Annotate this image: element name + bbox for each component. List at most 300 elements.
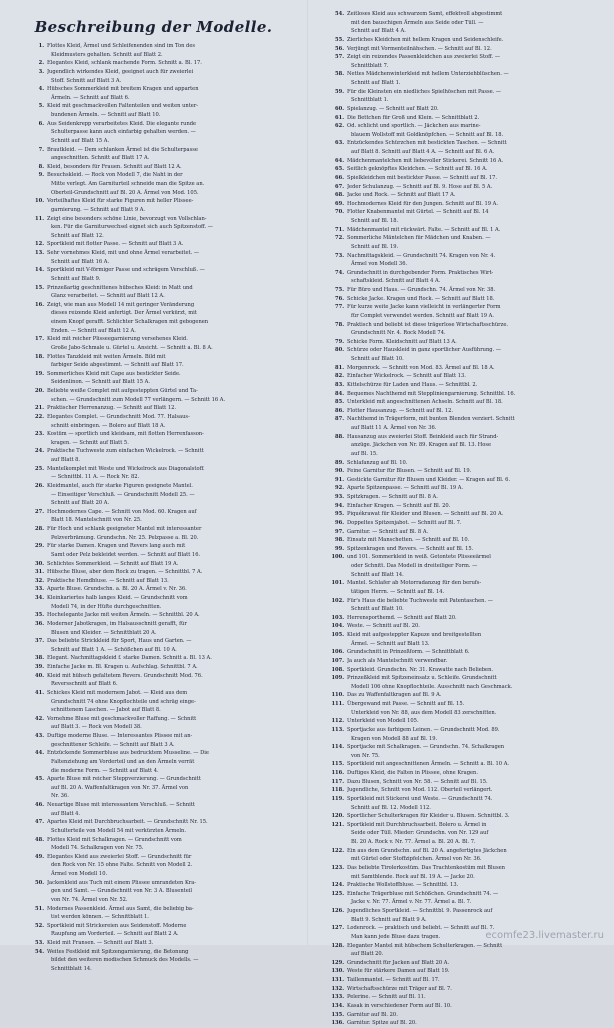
- model-number: 11.: [35, 215, 44, 222]
- model-description-text: Das zu Waffenfaltkragen auf Bl. 9 A.: [347, 692, 442, 699]
- model-description-line: [328, 795, 598, 804]
- model-description-line: [28, 146, 296, 155]
- model-description-line: [28, 51, 296, 60]
- model-description-text: Zeigt, wie man aus Modell 14 mit geringer Veränderung: [47, 301, 195, 308]
- model-description-line: [28, 585, 296, 594]
- model-description-text: garnierung. — Schnitt auf Blatt 9 A.: [51, 206, 146, 213]
- model-description-text: Weste für stärkere Damen auf Blatt 19.: [347, 968, 450, 975]
- model-description-text: Schnitt auf Bl. 19.: [351, 243, 399, 250]
- model-description-text: Das beliebte Tirolerkostüm. Das Trachtenkostüm mit Blusen: [347, 864, 505, 871]
- model-number: 83.: [335, 381, 344, 388]
- model-description-text: Grundschnitt Nr. 4. Rock Modell 74.: [351, 330, 446, 337]
- model-description-text: geschnittener Schleife. — Schnitt auf Blatt 3 A.: [51, 741, 175, 748]
- model-description-text: von Nr. 75.: [351, 752, 380, 759]
- model-description-line: [28, 560, 296, 569]
- model-description-line: [28, 620, 296, 629]
- model-number: 113.: [331, 726, 344, 733]
- model-description-line: [328, 528, 598, 537]
- model-description-text: mit den bauschigen Ärmeln aus Seide oder Tüll. —: [351, 19, 484, 26]
- model-description-line: [328, 346, 598, 355]
- model-description-text: anzüge. Jäckchen von Nr. 89. Kragen auf Bl. 13. Hose: [351, 442, 492, 449]
- model-description-text: tätigen Herrn. — Schnitt auf Bl. 14.: [351, 588, 445, 595]
- model-description-text: Schnittblatt 1.: [351, 97, 389, 104]
- model-description-text: Einsatz mit Manschetten. — Schnitt auf Bl. 10.: [347, 537, 470, 544]
- model-description-line: [328, 398, 598, 407]
- model-number: 16.: [35, 301, 44, 308]
- model-description-text: Unterkleid von Modell 105.: [347, 718, 419, 725]
- model-number: 98.: [335, 537, 344, 544]
- model-description-text: Sportkleid mit V-förmiger Passe und schrägem Verschluß. —: [47, 267, 205, 274]
- model-description-line: [328, 648, 598, 657]
- model-description-line: [328, 148, 598, 157]
- model-description-text: einem Knopf gerafft. Schlichter Schalkragen mit gebogenen: [51, 319, 209, 325]
- model-number: 70.: [335, 209, 344, 216]
- model-description-line: [328, 881, 598, 890]
- model-description-line: [28, 568, 296, 577]
- model-description-text: Kleid mit hübsch gefaltetem Revers. Grundschnitt Mod. 76.: [47, 672, 203, 679]
- model-description-line: [328, 243, 598, 252]
- model-description-text: schen. — Grundschnitt zum Modell 77 verlängern. — Schnitt 16 A.: [51, 396, 226, 403]
- model-description-line: [328, 321, 598, 330]
- model-description-text: Zeigt ein reizendes Passenkleidchen aus zweierlei Stoff. —: [347, 54, 500, 61]
- model-description-text: Schnitt auf Blatt 16 A.: [51, 258, 110, 265]
- model-description-line: [28, 284, 296, 293]
- model-description-line: [328, 631, 598, 640]
- model-description-text: Schlafanzug auf Bl. 10.: [347, 459, 408, 466]
- model-number: 20.: [35, 388, 44, 394]
- model-number: 60.: [335, 105, 344, 112]
- model-number: 90.: [335, 468, 344, 475]
- model-number: 59.: [335, 88, 344, 95]
- model-description-line: [328, 355, 598, 364]
- model-description-text: Kleid mit aufgesteppter Kapuze und breitgestellten: [347, 632, 482, 638]
- model-description-line: [328, 364, 598, 373]
- model-number: 115.: [331, 761, 344, 768]
- model-description-text: Schnitt auf Blatt 14.: [351, 571, 404, 578]
- model-description-line: [328, 19, 598, 28]
- model-description-text: Beliebte weiße Complet mit aufgesteppten Gürtel und Ta-: [47, 388, 198, 394]
- model-number: 9.: [38, 172, 44, 179]
- model-description-text: farbiger Seide abgestimmt. — Schnitt auf Blatt 17.: [51, 362, 184, 369]
- model-number: 114.: [331, 744, 344, 751]
- model-description-line: [328, 252, 598, 261]
- model-description-text: Jugendliche, Schnitt von Mod. 112. Oberteil verlängert.: [347, 787, 493, 794]
- model-description-line: [328, 571, 598, 580]
- model-description-text: Zeitloses Kleid aus schwarzem Samt, effektvoll abgestimmt: [347, 11, 503, 17]
- model-description-text: Ärmel von Modell 10.: [51, 871, 108, 877]
- model-description-line: [328, 484, 598, 493]
- model-description-line: [28, 68, 296, 77]
- model-description-text: Elegantes Kleid aus zweierlei Stoff. — Grundschnitt für: [47, 853, 192, 860]
- model-description-line: [28, 706, 296, 715]
- model-description-text: Seidenlinon. — Schnitt auf Blatt 15 A.: [51, 379, 151, 386]
- model-description-line: [328, 424, 598, 433]
- model-number: 119.: [331, 795, 344, 802]
- model-description-text: Einfacher Kragen. — Schnitt auf Bl. 20.: [347, 502, 451, 509]
- model-description-line: [28, 844, 296, 853]
- model-description-text: Sportkleid mit Stickerei und Weste. — Grundschnitt 74.: [347, 795, 493, 802]
- model-number: 72.: [335, 235, 344, 242]
- model-description-text: Grundschnitt in durchgebender Form. Praktisches Wirt-: [347, 269, 494, 276]
- model-description-line: [28, 456, 296, 465]
- model-number: 86.: [335, 407, 344, 414]
- model-description-text: Morgenrock. — Schnitt von Mod. 83. Ärmel auf Bl. 18 A.: [347, 364, 495, 371]
- model-description-text: Praktischer Herrenanzug. — Schnitt auf Blatt 12.: [47, 405, 177, 412]
- model-description-text: auf Bl. 20 A. Waffenfaltkragen von Nr. 37. Ärmel von: [51, 784, 189, 791]
- model-description-text: Schnitt auf Blatt 10.: [351, 606, 404, 613]
- model-number: 24.: [35, 448, 44, 455]
- model-description-text: Schürze oder Hauskleid in ganz sportlicher Ausführung. —: [347, 347, 501, 354]
- model-description-text: Blatt 9. Schnitt auf Blatt 9 A.: [351, 916, 427, 923]
- model-description-line: [328, 139, 598, 148]
- model-description-line: [328, 778, 598, 787]
- model-description-line: [328, 36, 598, 45]
- model-number: 129.: [331, 959, 344, 966]
- model-description-line: [328, 1011, 598, 1020]
- model-description-text: Jacke und Rock. — Schnitt auf Blatt 17 A.: [347, 192, 456, 199]
- model-number: 61.: [335, 114, 344, 121]
- model-description-line: [28, 180, 296, 189]
- left-column: [28, 42, 296, 974]
- model-description-text: Pelzverbrämung. Grundschn. Nr. 25. Pelzpasse a. Bl. 20.: [51, 534, 199, 541]
- model-description-text: Jeder Schulanzug. — Schnitt auf Bl. 9. Hose auf Bl. 5 A.: [347, 183, 493, 190]
- model-description-line: [328, 381, 598, 390]
- model-description-line: [28, 266, 296, 275]
- model-number: 121.: [331, 821, 344, 828]
- model-description-line: [28, 775, 296, 784]
- model-description-line: [328, 622, 598, 631]
- model-number: 2.: [38, 60, 44, 67]
- model-description-text: Für kurze weite Jacke kann vielleicht in verlängerter Form: [347, 304, 501, 311]
- model-description-text: Schnitt auf Blatt 12.: [51, 232, 104, 239]
- model-description-line: [328, 985, 598, 994]
- model-description-text: Praktische Tuchweste zum einfachen Wickelrock. — Schnitt: [47, 448, 204, 455]
- model-description-line: [328, 286, 598, 295]
- model-description-line: [28, 292, 296, 301]
- model-description-line: [328, 10, 598, 19]
- model-description-line: [28, 723, 296, 732]
- model-description-text: Für Hoch und schlank geeigneter Mantel mit interessanter: [47, 526, 202, 532]
- model-number: 30.: [35, 560, 44, 567]
- model-number: 118.: [331, 787, 344, 794]
- model-description-line: [328, 666, 598, 675]
- model-number: 37.: [35, 638, 44, 645]
- model-description-text: Mantel. Schlafer ab Motorradanzug für den berufs-: [347, 580, 482, 587]
- model-number: 122.: [331, 847, 344, 854]
- model-number: 55.: [335, 36, 344, 43]
- model-number: 69.: [335, 200, 344, 207]
- model-description-line: [28, 318, 296, 327]
- model-description-text: Flottes Kleid, Ärmel und Schleifenenden sind im Ton des: [47, 43, 196, 49]
- model-description-text: Mantelkomplet mit Weste und Wickelrock aus Diagonalstoff.: [47, 465, 205, 472]
- model-description-line: [28, 171, 296, 180]
- model-number: 26.: [35, 482, 44, 489]
- model-number: 75.: [335, 287, 344, 293]
- model-description-line: [28, 629, 296, 638]
- model-description-text: Taillenmantel. — Schnitt auf Bl. 17.: [347, 977, 440, 983]
- model-description-text: Große Jabo-Schmale u. Gürtel u. Ansicht. — Schnitt a. Bl. 8 A.: [51, 344, 213, 351]
- model-description-line: [28, 353, 296, 362]
- model-description-line: [328, 674, 598, 683]
- model-description-line: [328, 165, 598, 174]
- model-number: 82.: [335, 373, 344, 380]
- model-description-line: [328, 864, 598, 873]
- model-description-text: Kleid mit reicher Plisseegarnierung versehenes Kleid.: [47, 336, 188, 343]
- model-description-line: [28, 491, 296, 500]
- model-description-text: Apartes Kleid mit Durchbruchsarbeit. — Grundschnitt Nr. 15.: [47, 819, 208, 826]
- model-description-line: [28, 939, 296, 948]
- model-description-line: [28, 741, 296, 750]
- model-description-text: Sommerliches Kleid mit Cape aus bestickter Seide.: [47, 370, 181, 377]
- model-description-line: [28, 508, 296, 517]
- model-description-line: [28, 810, 296, 819]
- model-description-line: [328, 553, 598, 562]
- model-description-text: Sportkleid mit angeschnittenen Ärmeln. — Schnitt a. Bl. 10 A.: [347, 761, 510, 768]
- model-description-text: Schlichtes Sommerkleid. — Schnitt auf Blatt 19 A.: [47, 560, 179, 567]
- model-description-line: [328, 588, 598, 597]
- model-number: 91.: [335, 476, 344, 483]
- model-description-text: Pelerine. — Schnitt auf Bl. 11.: [347, 994, 426, 1001]
- model-description-text: Kleid, besonders für Frauen. Schnitt auf Blatt 12 A.: [47, 163, 182, 170]
- model-description-line: [328, 579, 598, 588]
- model-description-text: Elegantes Complet. — Grundschnitt Mod. 77. Halsaus-: [47, 413, 190, 420]
- model-description-text: Gestickte Garnitur für Blusen und Kleider. — Kragen auf Bl. 6.: [347, 476, 511, 483]
- model-description-text: Elegantes Kleid, schlank machende Form. Schnitt a. Bl. 17.: [47, 60, 202, 67]
- model-number: 35.: [35, 612, 44, 619]
- model-number: 112.: [331, 718, 344, 725]
- model-description-line: [28, 680, 296, 689]
- model-description-text: Mädchenmantel mit rückwärt. Falte. — Schnitt auf Bl. 1 A.: [347, 226, 501, 233]
- model-number: 53.: [35, 940, 44, 946]
- model-number: 41.: [35, 689, 44, 696]
- model-number: 18.: [35, 353, 44, 360]
- model-description-line: [28, 258, 296, 267]
- model-description-text: Schnittblatt 7.: [351, 62, 389, 69]
- model-description-text: Brautkleid. — Dem schlanken Ärmel ist die Schulterpasse: [47, 146, 198, 153]
- model-number: 81.: [335, 364, 344, 371]
- model-number: 57.: [335, 54, 344, 61]
- model-description-text: und 101. Sommerkleid in weiß. Getontete Plisseeärmel: [347, 554, 491, 561]
- model-description-text: Schnitt auf Blatt 1.: [351, 80, 401, 86]
- model-description-text: Blatt 18. Mantelschnitt von Nr. 25.: [51, 517, 142, 524]
- model-description-line: [28, 715, 296, 724]
- model-number: 97.: [335, 528, 344, 535]
- model-description-text: tist werden können. — Schnittblatt 1.: [51, 914, 149, 921]
- model-number: 40.: [35, 672, 44, 679]
- model-number: 68.: [335, 192, 344, 199]
- model-description-text: Kleid mit geschmackvollen Faltenteilen und weiten unter-: [47, 103, 199, 110]
- model-description-line: [28, 732, 296, 741]
- model-description-line: [328, 743, 598, 752]
- model-description-text: Dazu Blusen, Schnitt von Nr. 58. — Schnitt auf Bl. 15.: [347, 778, 488, 785]
- model-description-text: Prinzeßkleid mit Spitzeneinsatz u. Schleife. Grundschnitt: [347, 675, 497, 682]
- model-description-line: [328, 804, 598, 813]
- model-description-line: [28, 189, 296, 198]
- model-description-line: [328, 873, 598, 882]
- right-column: [328, 10, 598, 1028]
- model-number: 23.: [35, 431, 44, 438]
- model-description-text: auf Blatt 20.: [351, 951, 384, 958]
- model-description-line: [28, 827, 296, 836]
- model-description-text: Schickes Kleid mit modernem Jabot. — Kleid aus dem: [47, 689, 188, 696]
- model-number: 132.: [331, 985, 344, 992]
- model-number: 47.: [35, 819, 44, 826]
- model-description-text: Duftige moderne Bluse. — Interessantes Plissee mit an-: [47, 733, 193, 739]
- model-number: 28.: [35, 526, 44, 532]
- model-description-text: Duftiges Kleid, die Falten in Plissee, ohne Kragen.: [347, 770, 478, 776]
- model-description-line: [328, 597, 598, 606]
- model-description-text: Glanz verarbeitet. — Schnitt auf Blatt 12 A.: [51, 293, 165, 300]
- model-description-line: [28, 275, 296, 284]
- model-number: 56.: [335, 45, 344, 52]
- model-description-line: [328, 45, 598, 54]
- model-description-text: Schnitt auf Blatt 20 A.: [51, 500, 110, 507]
- model-description-line: [328, 200, 598, 209]
- model-description-line: [328, 70, 598, 79]
- model-description-text: Schnitt auf Bl. 12. Modell 112.: [351, 804, 431, 811]
- model-description-line: [328, 88, 598, 97]
- model-number: 94.: [335, 502, 344, 509]
- model-description-line: [328, 821, 598, 830]
- model-description-line: [28, 646, 296, 655]
- model-description-text: kragen. — Schnitt auf Blatt 5.: [51, 439, 129, 446]
- model-description-text: Ja auch als Mantelschnitt verwendbar.: [347, 657, 448, 664]
- model-description-text: Entzückendes Schürzchen mit bestickten Taschen. — Schnitt: [347, 140, 507, 147]
- model-description-line: [28, 197, 296, 206]
- model-description-text: schnittenem Laschen. — Jabot auf Blatt 8.: [51, 707, 161, 714]
- model-description-line: [28, 447, 296, 456]
- model-number: 25.: [35, 465, 44, 472]
- model-description-text: Für die Kleinsten ein niedliches Spielhöschen mit Passe. —: [347, 88, 502, 95]
- model-description-text: Hochmodernes Kleid für den Jungen. Schnitt auf Bl. 19 A.: [347, 200, 498, 207]
- model-description-line: [328, 459, 598, 468]
- model-description-text: Doppeltes Spitzenjabot. — Schnitt auf Bl. 7.: [347, 519, 462, 526]
- model-description-text: Nr. 36.: [51, 793, 69, 800]
- model-description-line: [328, 752, 598, 761]
- model-description-line: [28, 473, 296, 482]
- model-number: 22.: [35, 413, 44, 420]
- model-description-line: [28, 689, 296, 698]
- model-description-text: Spielkleidchen mit bestickter Passe. — Schnitt auf Bl. 17.: [347, 174, 498, 181]
- model-number: 131.: [331, 977, 344, 983]
- model-description-line: [328, 890, 598, 899]
- watermark: ecomfe23.livemaster.ru: [485, 930, 604, 941]
- model-description-line: [328, 760, 598, 769]
- model-description-text: Grundschnitt für Jacken auf Blatt 20 A.: [347, 959, 450, 966]
- model-description-line: [328, 683, 598, 692]
- model-description-text: die moderne Form. — Schnitt auf Blatt 4.: [51, 767, 159, 774]
- model-number: 50.: [35, 879, 44, 886]
- model-description-text: von Nr. 74. Ärmel von Nr. 52.: [51, 896, 128, 903]
- model-description-line: [328, 562, 598, 571]
- model-number: 19.: [35, 370, 44, 377]
- model-description-line: [28, 102, 296, 111]
- model-description-line: [328, 545, 598, 554]
- model-description-line: [328, 208, 598, 217]
- model-description-text: Kleid mit Fransen. — Schnitt auf Blatt 3.: [47, 940, 154, 946]
- model-description-line: [28, 413, 296, 422]
- model-description-text: auf Bl. 15.: [351, 450, 378, 457]
- model-description-text: Modernes Passenkleid. Ärmel aus Samt, die beliebig ba-: [47, 905, 194, 912]
- model-description-text: Sportjacke aus farbigem Leinen. — Grundschnitt Mod. 89.: [347, 726, 500, 733]
- model-description-text: Flotter Hausanzug. — Schnitt auf Bl. 12.: [347, 407, 454, 414]
- model-description-line: [28, 59, 296, 68]
- model-description-line: [328, 338, 598, 347]
- model-number: 116.: [331, 770, 344, 776]
- model-number: 127.: [331, 925, 344, 932]
- model-number: 105.: [331, 632, 344, 638]
- model-description-text: Aus Seidenkrepp verarbeitetes Kleid. Die elegante runde: [47, 120, 197, 127]
- model-description-text: Flotter Knabenmantel mit Gürtel. — Schnitt auf Bl. 14: [347, 209, 489, 216]
- model-description-text: Ärmel. — Schnitt auf Blatt 13.: [351, 640, 430, 647]
- model-number: 3.: [38, 68, 44, 75]
- model-description-line: [28, 344, 296, 353]
- model-description-line: [328, 855, 598, 864]
- model-description-line: [328, 260, 598, 269]
- model-number: 48.: [35, 836, 44, 843]
- model-description-text: Nettes Mädchenwinterkleid mit hellem Unterziehblüschen. —: [347, 71, 509, 78]
- model-description-line: [28, 534, 296, 543]
- model-description-text: Modell 74. Schalkragen von Nr. 75.: [51, 845, 144, 852]
- model-description-line: [328, 812, 598, 821]
- model-description-text: Kragen von Modell 88 auf Bl. 19.: [351, 735, 438, 742]
- model-description-line: [328, 269, 598, 278]
- model-description-line: [28, 956, 296, 965]
- model-number: 29.: [35, 543, 44, 550]
- model-number: 134.: [331, 1002, 344, 1009]
- model-number: 120.: [331, 813, 344, 820]
- model-number: 49.: [35, 853, 44, 860]
- model-description-line: [328, 907, 598, 916]
- model-number: 135.: [331, 1011, 344, 1018]
- model-description-text: dieses reizende Kleid anfertigt. Der Ärmel verkürzt, mit: [51, 310, 197, 317]
- model-number: 102.: [331, 597, 344, 604]
- model-description-text: Reversschnitt auf Blatt 6.: [51, 681, 118, 688]
- model-description-text: Weste. — Schnitt auf Bl. 20.: [347, 623, 420, 630]
- model-description-line: [28, 396, 296, 405]
- model-description-text: Aparte Spitzenpasse. — Schnitt auf Bl. 19 A.: [347, 485, 464, 492]
- model-description-line: [328, 217, 598, 226]
- model-description-text: Jacke v. Nr. 77. Ärmel v. Nr. 77. Ärmel a. Bl. 7.: [351, 899, 472, 906]
- model-description-text: Oberteil-Grundschnitt auf Bl. 20 A. Ärmel von Mod. 105.: [51, 189, 199, 196]
- model-description-text: Schnitt auf Blatt 10.: [351, 356, 404, 362]
- model-description-line: [28, 430, 296, 439]
- model-description-text: Faltenziehung am Vorderteil und an den Ärmeln verrät: [51, 758, 195, 765]
- model-description-text: Kittelschürze für Laden und Haus. — Schnittbl. 2.: [347, 381, 478, 388]
- model-description-line: [328, 709, 598, 718]
- model-description-line: [328, 122, 598, 131]
- model-number: 38.: [35, 655, 44, 662]
- model-description-line: [328, 786, 598, 795]
- model-description-line: [328, 372, 598, 381]
- model-description-text: Schulterpasse kann auch einfarbig gehalten werden. —: [51, 129, 196, 136]
- model-description-line: [328, 96, 598, 105]
- model-description-text: — Einseitiger Verschluß. — Grundschnitt Modell 25. —: [51, 491, 195, 498]
- model-description-text: Einfacher Wickelrock. — Schnitt auf Blatt 13.: [347, 373, 466, 380]
- model-description-text: Kostüm — sportlich und kleidsam, mit flotten Herrenfasson-: [47, 431, 204, 438]
- model-description-line: [328, 105, 598, 114]
- model-number: 123.: [331, 864, 344, 871]
- model-description-text: Schnitt auf Blatt 1 A. — Schößchen auf Bl. 10 A.: [51, 646, 177, 653]
- model-number: 36.: [35, 620, 44, 627]
- page-title: Beschreibung der Modelle.: [34, 18, 273, 36]
- model-description-line: [28, 594, 296, 603]
- model-description-text: ken. Für die Garniturwechsel eignet sich auch Spitzenstoff. —: [51, 224, 213, 231]
- model-number: 33.: [35, 586, 44, 593]
- model-description-line: [28, 611, 296, 620]
- model-description-line: [328, 226, 598, 235]
- model-description-text: Grundschnitt in Prinzeßform. — Schnittblatt 6.: [347, 649, 470, 656]
